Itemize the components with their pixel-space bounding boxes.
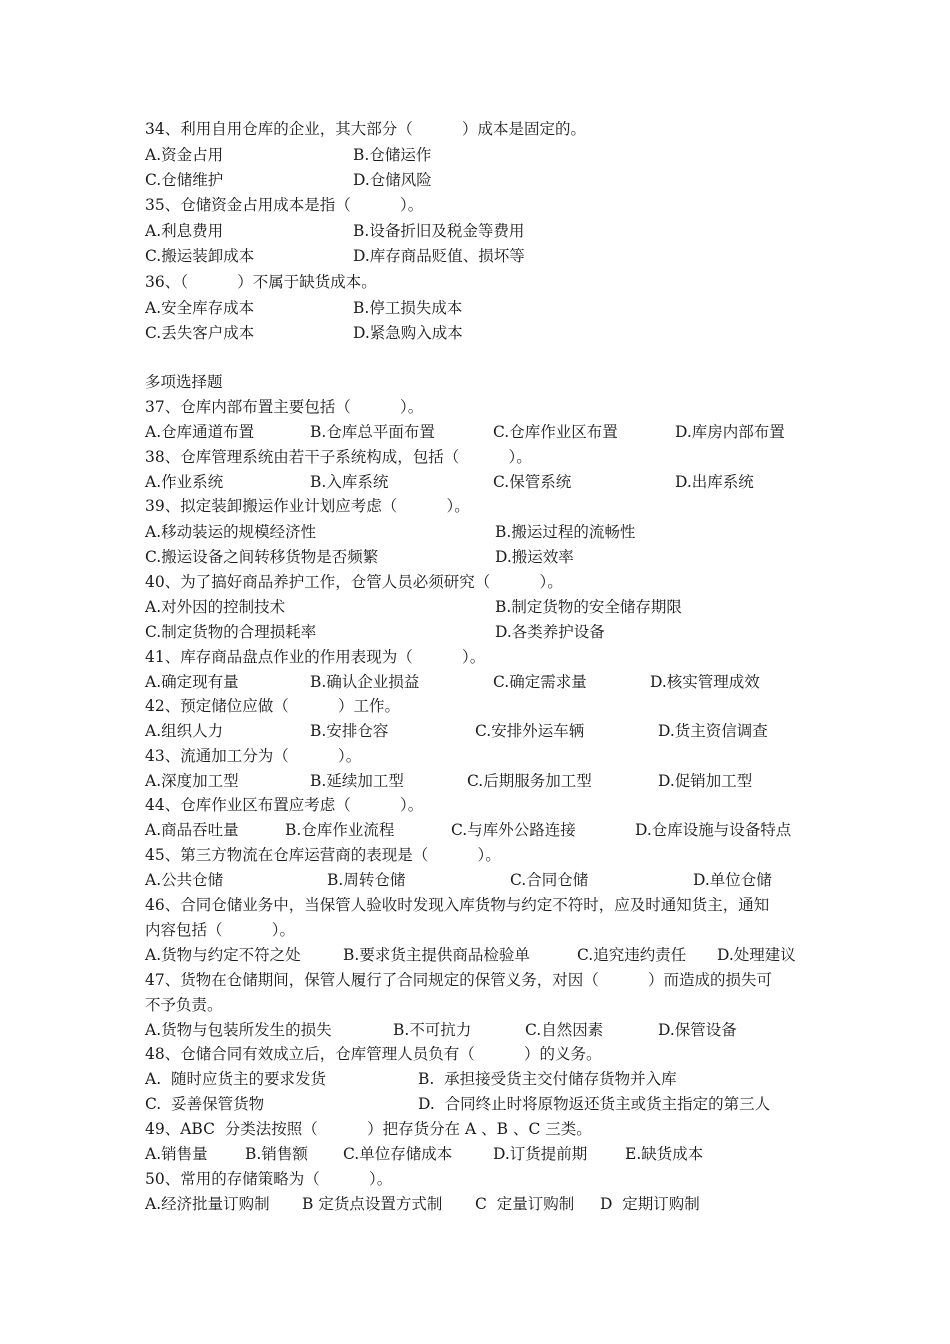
question-35: 35、仓储资金占用成本是指（ ）。	[145, 196, 424, 214]
option-c: C.合同仓储	[510, 871, 589, 889]
option-b: B.确认企业损益	[310, 673, 420, 691]
option-d: D.核实管理成效	[650, 673, 760, 691]
question-46: 46、合同仓储业务中，当保管人验收时发现入库货物与约定不符时，应及时通知货主，通知	[145, 896, 770, 914]
option-a: A.仓库通道布置	[145, 423, 255, 441]
option-d: D.各类养护设备	[495, 623, 605, 641]
option-d: D.紧急购入成本	[353, 324, 463, 342]
options-row	[145, 470, 754, 495]
option-b: B.仓库总平面布置	[310, 423, 435, 441]
question-46-cont: 内容包括（ ）。	[145, 921, 296, 939]
option-c: C.确定需求量	[493, 673, 587, 691]
option-c: C.保管系统	[493, 473, 572, 491]
option-d: D.处理建议	[717, 946, 796, 964]
option-a: A.安全库存成本	[145, 299, 255, 317]
question-48: 48、仓储合同有效成立后，仓库管理人员负有（ ）的义务。	[145, 1045, 602, 1063]
options-row	[145, 719, 768, 744]
options-row	[145, 769, 753, 794]
options-row	[145, 1192, 700, 1217]
options-row	[145, 545, 574, 570]
option-c: C.仓储维护	[145, 171, 224, 189]
option-d: D.保管设备	[658, 1021, 737, 1039]
option-b: B.入库系统	[310, 473, 389, 491]
option-a: A.商品吞吐量	[145, 821, 239, 839]
options-row	[145, 321, 463, 346]
option-c: C.仓库作业区布置	[493, 423, 618, 441]
option-e: E.缺货成本	[625, 1145, 704, 1163]
question-39: 39、拟定装卸搬运作业计划应考虑（ ）。	[145, 497, 470, 515]
option-d: D 定期订购制	[600, 1195, 700, 1213]
question-43: 43、流通加工分为（ ）。	[145, 747, 362, 765]
options-row	[145, 943, 796, 968]
question-49: 49、ABC 分类法按照（ ）把存货分在 A 、B 、C 三类。	[145, 1120, 592, 1138]
option-a: A.深度加工型	[145, 772, 239, 790]
option-a: A. 随时应货主的要求发货	[145, 1070, 326, 1088]
option-b: B.停工损失成本	[353, 299, 463, 317]
option-c: C.搬运设备之间转移货物是否频繁	[145, 548, 379, 566]
options-row	[145, 296, 463, 321]
options-row	[145, 1067, 677, 1092]
option-c: C.单位存储成本	[343, 1145, 453, 1163]
options-row	[145, 818, 792, 843]
option-b: B.设备折旧及税金等费用	[353, 222, 525, 240]
question-47-cont: 不予负责。	[145, 996, 223, 1014]
option-d: D.仓库设施与设备特点	[635, 821, 792, 839]
question-40: 40、为了搞好商品养护工作，仓管人员必须研究（ ）。	[145, 573, 563, 591]
option-c: C.后期服务加工型	[467, 772, 592, 790]
section-title: 多项选择题	[145, 373, 223, 391]
question-41: 41、库存商品盘点作业的作用表现为（ ）。	[145, 648, 486, 666]
option-b: B.不可抗力	[393, 1021, 472, 1039]
option-a: A.利息费用	[145, 222, 224, 240]
option-a: A.作业系统	[145, 473, 224, 491]
option-b: B. 承担接受货主交付储存货物并入库	[418, 1070, 677, 1088]
option-c: C.追究违约责任	[577, 946, 687, 964]
options-row	[145, 620, 605, 645]
option-c: C.自然因素	[525, 1021, 604, 1039]
option-d: D.订货提前期	[493, 1145, 588, 1163]
option-d: D.货主资信调查	[658, 722, 768, 740]
options-row	[145, 420, 785, 445]
option-a: A.货物与约定不符之处	[145, 946, 301, 964]
option-a: A.公共仓储	[145, 871, 224, 889]
options-row	[145, 1018, 737, 1043]
option-b: B.制定货物的安全储存期限	[495, 598, 682, 616]
options-row	[145, 595, 682, 620]
question-47: 47、货物在仓储期间，保管人履行了合同规定的保管义务，对因（ ）而造成的损失可	[145, 971, 772, 989]
question-44-text: 44、仓库作业区布置应考虑（ ）。	[145, 796, 424, 814]
option-b: B.销售额	[245, 1145, 308, 1163]
option-d: D.出库系统	[675, 473, 754, 491]
option-a: A.资金占用	[145, 146, 224, 164]
option-d: D.库存商品贬值、损坏等	[353, 247, 525, 265]
option-c: C.制定货物的合理损耗率	[145, 623, 317, 641]
option-a: A.对外因的控制技术	[145, 598, 286, 616]
option-a: A.经济批量订购制	[145, 1195, 270, 1213]
question-42: 42、预定储位应做（ ）工作。	[145, 697, 400, 715]
question-45: 45、第三方物流在仓库运营商的表现是（ ）。	[145, 846, 501, 864]
option-b: B.仓库作业流程	[285, 821, 395, 839]
options-row	[145, 143, 432, 168]
options-row	[145, 219, 525, 244]
options-row	[145, 244, 525, 269]
option-a: A.确定现有量	[145, 673, 239, 691]
options-row	[145, 670, 760, 695]
option-c: C.与库外公路连接	[451, 821, 576, 839]
options-row	[145, 868, 772, 893]
option-a: A.移动装运的规模经济性	[145, 523, 317, 541]
option-b: B.延续加工型	[310, 772, 404, 790]
question-34: 34、利用自用仓库的企业，其大部分（ ）成本是固定的。	[145, 120, 586, 138]
option-b: B 定货点设置方式制	[302, 1195, 443, 1213]
option-a: A.销售量	[145, 1145, 208, 1163]
question-50: 50、常用的存储策略为（ ）。	[145, 1170, 393, 1188]
option-d: D. 合同终止时将原物返还货主或货主指定的第三人	[418, 1095, 771, 1113]
option-b: B.安排仓容	[310, 722, 389, 740]
option-a: A.货物与包装所发生的损失	[145, 1021, 332, 1039]
option-b: B.周转仓储	[327, 871, 406, 889]
option-c: C 定量订购制	[475, 1195, 575, 1213]
option-d: D.促销加工型	[658, 772, 753, 790]
question-37: 37、仓库内部布置主要包括（ ）。	[145, 398, 424, 416]
option-b: B.仓储运作	[353, 146, 432, 164]
question-38: 38、仓库管理系统由若干子系统构成，包括（ ）。	[145, 448, 532, 466]
options-row	[145, 1142, 704, 1167]
option-c: C.搬运装卸成本	[145, 247, 255, 265]
question-36: 36、（ ）不属于缺货成本。	[145, 273, 377, 291]
option-c: C. 妥善保管货物	[145, 1095, 265, 1113]
options-row	[145, 520, 636, 545]
option-b: B.要求货主提供商品检验单	[343, 946, 530, 964]
options-row	[145, 1092, 771, 1117]
option-d: D.库房内部布置	[675, 423, 785, 441]
option-c: C.安排外运车辆	[475, 722, 585, 740]
options-row	[145, 168, 432, 193]
option-a: A.组织人力	[145, 722, 224, 740]
option-b: B.搬运过程的流畅性	[495, 523, 636, 541]
option-d: D.单位仓储	[693, 871, 772, 889]
option-d: D.搬运效率	[495, 548, 574, 566]
option-c: C.丢失客户成本	[145, 324, 255, 342]
option-d: D.仓储风险	[353, 171, 432, 189]
